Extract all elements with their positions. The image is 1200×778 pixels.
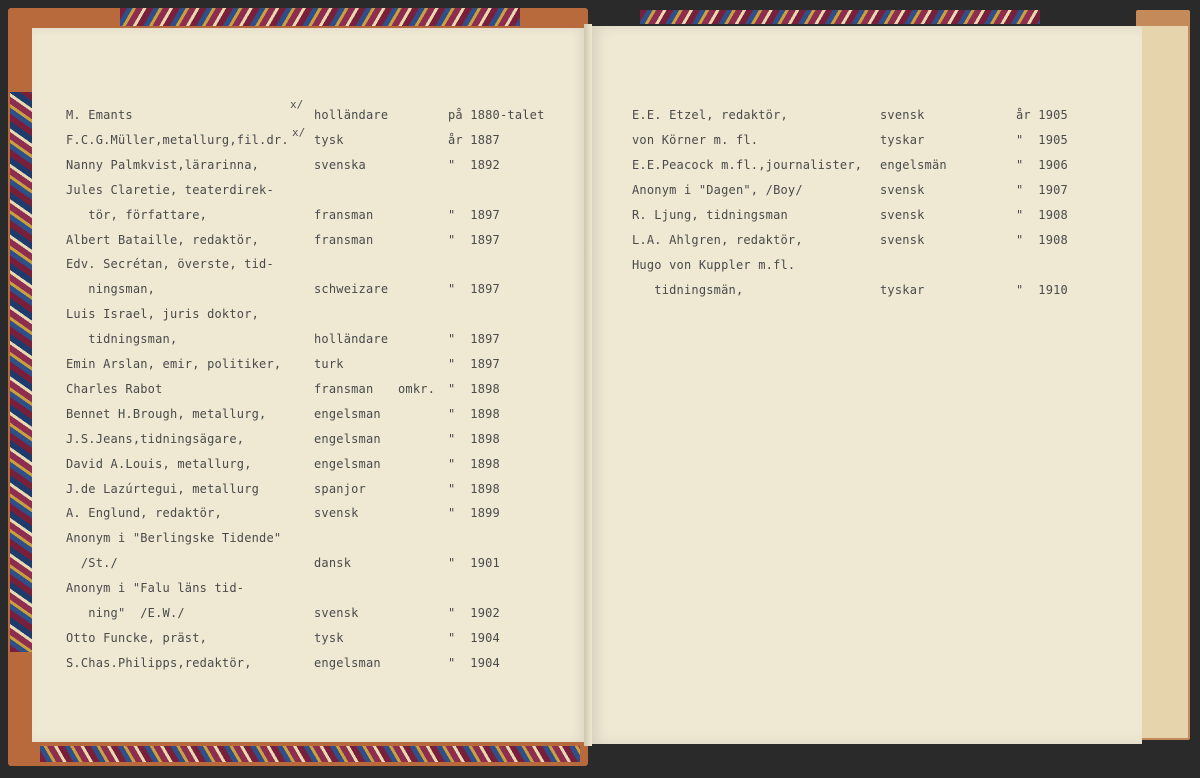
entry-nationality: tysk xyxy=(314,132,344,147)
entry-name: Otto Funcke, präst, xyxy=(66,630,208,645)
right-page xyxy=(590,26,1142,744)
entry-name: von Körner m. fl. xyxy=(632,133,759,147)
book-gutter xyxy=(584,24,592,746)
entry-nationality: svenska xyxy=(314,157,366,172)
entry-year: " 1898 xyxy=(448,406,500,421)
entry-year: " 1897 xyxy=(448,282,500,297)
entry-year: " 1908 xyxy=(1016,208,1068,222)
entry-year: på 1880-talet xyxy=(448,108,545,122)
entry-name: F.C.G.Müller,metallurg,fil.dr. xyxy=(66,132,289,147)
entry-year: " 1901 xyxy=(448,556,500,571)
entry-name: tidningsman, xyxy=(66,332,178,347)
entry-name: tör, författare, xyxy=(66,207,208,222)
entry-nationality: svensk xyxy=(314,506,359,521)
entry-year: år 1905 xyxy=(1016,108,1068,122)
marbled-endpaper-left xyxy=(10,92,34,652)
entry-nationality: svensk xyxy=(880,208,925,222)
entry-nationality: spanjor xyxy=(314,481,366,496)
entry-year: " 1898 xyxy=(448,481,500,496)
entry-nationality: holländare xyxy=(314,108,389,122)
left-page xyxy=(32,28,586,742)
entry-nationality: dansk xyxy=(314,556,352,571)
entry-year: " 1898 xyxy=(448,431,500,446)
entry-name: L.A. Ahlgren, redaktör, xyxy=(632,233,803,247)
entry-name: J.S.Jeans,tidningsägare, xyxy=(66,431,245,446)
entry-year: " 1898 xyxy=(448,381,500,396)
entry-name: M. Emants xyxy=(66,108,133,122)
entry-name: Anonym i "Dagen", /Boy/ xyxy=(632,183,803,197)
entry-nationality: svensk xyxy=(880,183,925,197)
entry-year: " 1898 xyxy=(448,456,500,471)
entry-name: Bennet H.Brough, metallurg, xyxy=(66,406,267,421)
entry-name: Anonym i "Berlingske Tidende" xyxy=(66,531,282,546)
entry-nationality: tysk xyxy=(314,630,344,645)
entry-year: " 1910 xyxy=(1016,283,1068,297)
entry-name: R. Ljung, tidningsman xyxy=(632,208,788,222)
entry-nationality: engelsman xyxy=(314,406,381,421)
entry-year: år 1887 xyxy=(448,132,500,147)
entry-name: David A.Louis, metallurg, xyxy=(66,456,252,471)
entry-name: A. Englund, redaktör, xyxy=(66,506,222,521)
entry-nationality: engelsman xyxy=(314,655,381,670)
entry-name: Hugo von Kuppler m.fl. xyxy=(632,258,796,272)
entry-year: " 1906 xyxy=(1016,158,1068,172)
entry-year: " 1905 xyxy=(1016,133,1068,147)
entry-nationality: schweizare xyxy=(314,282,389,297)
entry-year: " 1899 xyxy=(448,506,500,521)
entry-year: " 1908 xyxy=(1016,233,1068,247)
marbled-endpaper-top xyxy=(120,8,520,26)
entry-nationality: tyskar xyxy=(880,283,925,297)
entry-year: " 1897 xyxy=(448,332,500,347)
entry-name: Luis Israel, juris doktor, xyxy=(66,307,260,322)
entry-name: Edv. Secrétan, överste, tid- xyxy=(66,257,274,272)
marbled-endpaper-top-right xyxy=(640,10,1040,24)
entry-nationality: engelsmän xyxy=(880,158,947,172)
entry-year: " 1897 xyxy=(448,232,500,247)
entry-name: E.E.Peacock m.fl.,journalister, xyxy=(632,158,863,172)
entry-name: /St./ xyxy=(66,556,118,571)
entry-name: ning" /E.W./ xyxy=(66,606,185,620)
entry-name: Anonym i "Falu läns tid- xyxy=(66,581,245,596)
annotation-mark: x/ xyxy=(292,126,306,139)
entry-nationality: svensk xyxy=(314,606,359,620)
entry-name: Emin Arslan, emir, politiker, xyxy=(66,357,282,371)
entry-nationality: holländare xyxy=(314,332,389,347)
entry-nationality: fransman xyxy=(314,381,374,396)
entry-year: " 1904 xyxy=(448,655,500,670)
entry-name: Nanny Palmkvist,lärarinna, xyxy=(66,157,260,172)
entry-year: " 1904 xyxy=(448,630,500,645)
entry-year: " 1897 xyxy=(448,207,500,222)
entry-name: tidningsmän, xyxy=(632,283,744,297)
entry-name: Charles Rabot xyxy=(66,381,163,396)
annotation-mark: x/ xyxy=(290,98,304,111)
entry-nationality: turk xyxy=(314,357,344,371)
entry-name: S.Chas.Philipps,redaktör, xyxy=(66,655,252,670)
marbled-endpaper-bottom xyxy=(40,746,580,762)
entry-nationality: fransman xyxy=(314,232,374,247)
entry-name: Jules Claretie, teaterdirek- xyxy=(66,182,274,197)
entry-year: " 1892 xyxy=(448,157,500,172)
entry-year: " 1897 xyxy=(448,357,500,371)
entry-nationality: fransman xyxy=(314,207,374,222)
entry-name: J.de Lazúrtegui, metallurg xyxy=(66,481,260,496)
entry-note: omkr. xyxy=(398,381,436,396)
entry-nationality: svensk xyxy=(880,233,925,247)
entry-nationality: engelsman xyxy=(314,431,381,446)
entry-name: Albert Bataille, redaktör, xyxy=(66,232,260,247)
entry-nationality: engelsman xyxy=(314,456,381,471)
entry-nationality: svensk xyxy=(880,108,925,122)
entry-nationality: tyskar xyxy=(880,133,925,147)
entry-year: " 1907 xyxy=(1016,183,1068,197)
entry-year: " 1902 xyxy=(448,606,500,620)
entry-name: E.E. Etzel, redaktör, xyxy=(632,108,788,122)
page-edges xyxy=(1138,26,1188,738)
entry-name: ningsman, xyxy=(66,282,156,297)
